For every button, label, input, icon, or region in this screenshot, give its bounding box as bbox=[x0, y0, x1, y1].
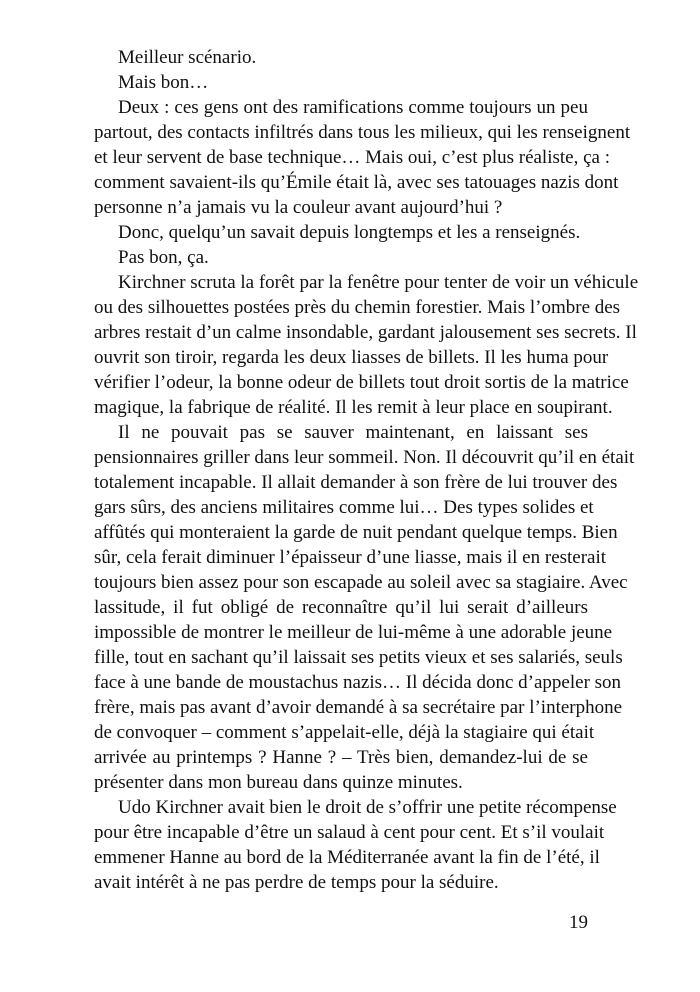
text-line: sûr, cela ferait diminuer l’épaisseur d’une liasse, mais il en resterait bbox=[94, 547, 607, 568]
text-line: ouvrit son tiroir, regarda les deux liasses de billets. Il les huma pour bbox=[94, 347, 609, 368]
text-line: Deux : ces gens ont des ramifications comme toujours un peu bbox=[118, 97, 588, 118]
paragraph bbox=[94, 795, 617, 895]
text-line: toujours bien assez pour son escapade au soleil avec sa stagiaire. Avec bbox=[94, 572, 628, 593]
text-line: emmener Hanne au bord de la Méditerranée avant la fin de l’été, il bbox=[94, 847, 600, 868]
text-line: arrivée au printemps ? Hanne ? – Très bien, demandez-lui de se bbox=[94, 747, 588, 768]
text-line: lassitude, il fut obligé de reconnaître qu’il lui serait d’ailleurs bbox=[94, 597, 588, 618]
page-number: 19 bbox=[569, 912, 588, 933]
text-line: Pas bon, ça. bbox=[118, 247, 209, 268]
text-line: et leur servent de base technique… Mais oui, c’est plus réaliste, ça : bbox=[94, 147, 610, 168]
text-line: Meilleur scénario. bbox=[118, 47, 257, 68]
text-line: Mais bon… bbox=[118, 72, 209, 93]
paragraph bbox=[94, 45, 588, 70]
text-line: face à une bande de moustachus nazis… Il décida donc d’appeler son bbox=[94, 672, 622, 693]
text-line: affûtés qui monteraient la garde de nuit pendant quelque temps. Bien bbox=[94, 522, 618, 543]
paragraph bbox=[94, 270, 639, 420]
text-line: avait intérêt à ne pas perdre de temps pour la séduire. bbox=[94, 872, 499, 893]
text-line: Kirchner scruta la forêt par la fenêtre pour tenter de voir un véhicule bbox=[118, 272, 639, 293]
text-line: présenter dans mon bureau dans quinze minutes. bbox=[94, 772, 463, 793]
text-line: gars sûrs, des anciens militaires comme lui… Des types solides et bbox=[94, 497, 594, 518]
paragraph bbox=[94, 95, 631, 220]
text-line: vérifier l’odeur, la bonne odeur de billets tout droit sortis de la matrice bbox=[94, 372, 629, 393]
text-line: frère, mais pas avant d’avoir demandé à sa secrétaire par l’interphone bbox=[94, 697, 623, 718]
text-line: partout, des contacts infiltrés dans tous les milieux, qui les renseignent bbox=[94, 122, 631, 143]
body-text bbox=[94, 45, 639, 895]
text-line: magique, la fabrique de réalité. Il les remit à leur place en soupirant. bbox=[94, 397, 613, 418]
text-line: pensionnaires griller dans leur sommeil. Non. Il découvrit qu’il en était bbox=[94, 447, 635, 468]
text-line: fille, tout en sachant qu’il laissait ses petits vieux et ses salariés, seuls bbox=[94, 647, 623, 668]
text-line: totalement incapable. Il allait demander à son frère de lui trouver des bbox=[94, 472, 618, 493]
text-line: personne n’a jamais vu la couleur avant aujourd’hui ? bbox=[94, 197, 503, 218]
text-line: Donc, quelqu’un savait depuis longtemps et les a renseignés. bbox=[118, 222, 581, 243]
paragraph bbox=[94, 70, 588, 95]
paragraph bbox=[94, 245, 588, 270]
text-line: Il ne pouvait pas se sauver maintenant, en laissant ses bbox=[118, 422, 588, 443]
paragraph bbox=[94, 420, 635, 795]
text-line: de convoquer – comment s’appelait-elle, déjà la stagiaire qui était bbox=[94, 722, 595, 743]
text-line: impossible de montrer le meilleur de lui-même à une adorable jeune bbox=[94, 622, 613, 643]
text-line: pour être incapable d’être un salaud à cent pour cent. Et s’il voulait bbox=[94, 822, 605, 843]
text-line: arbres restait d’un calme insondable, gardant jalousement ses secrets. Il bbox=[94, 322, 637, 343]
text-line: ou des silhouettes postées près du chemin forestier. Mais l’ombre des bbox=[94, 297, 621, 318]
paragraph bbox=[94, 220, 588, 245]
text-line: comment savaient-ils qu’Émile était là, avec ses tatouages nazis dont bbox=[94, 172, 619, 193]
text-line: Udo Kirchner avait bien le droit de s’offrir une petite récompense bbox=[118, 797, 617, 818]
